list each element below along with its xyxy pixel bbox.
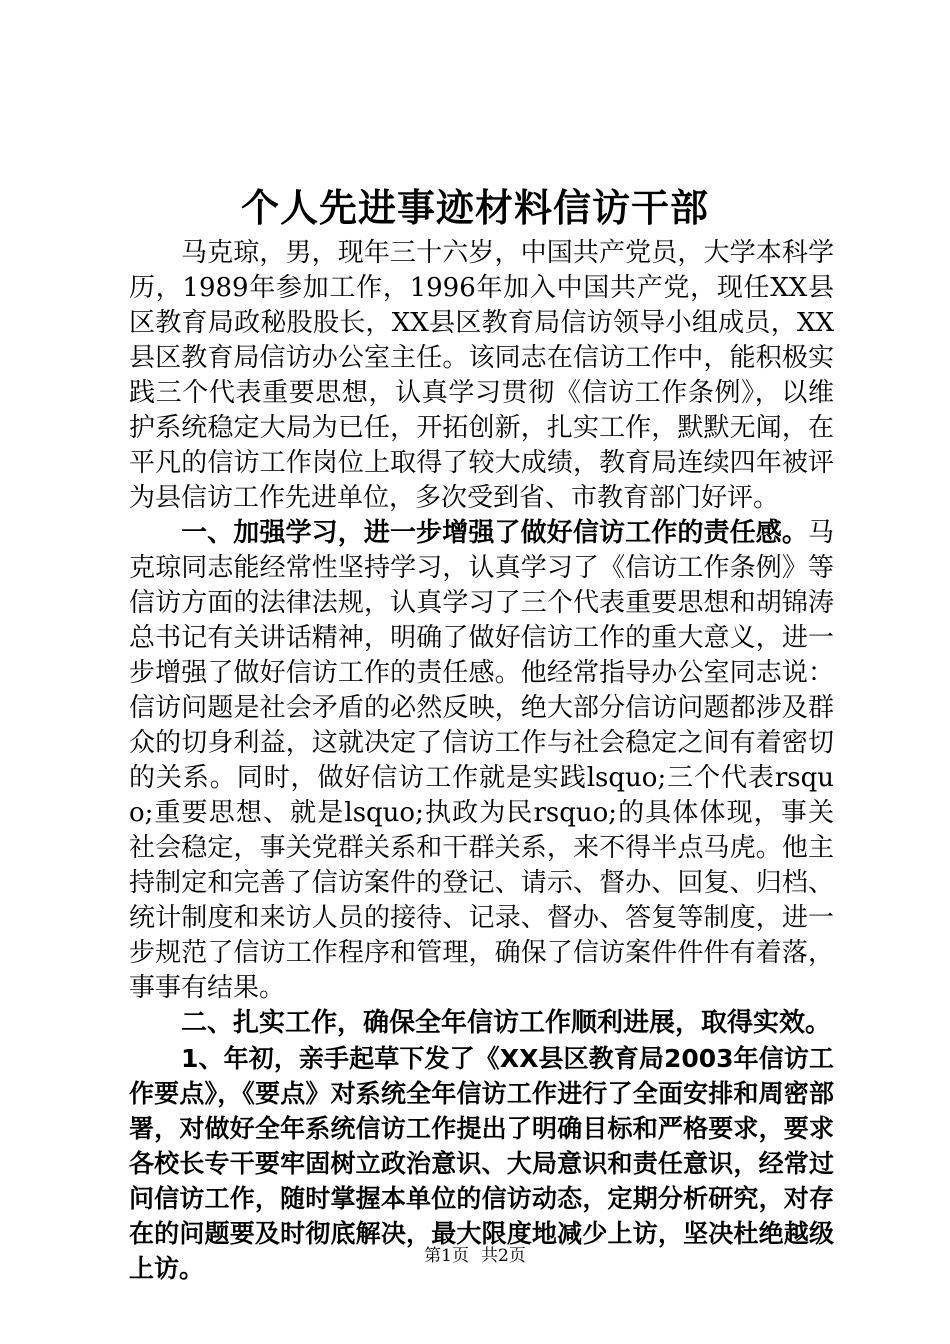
page-total: 共2页 — [481, 1246, 526, 1266]
paragraph-section-one — [129, 516, 834, 1006]
section-two-heading: 二、扎实工作，确保全年信访工作顺利进展，取得实效。 — [181, 1008, 832, 1038]
item-one-text: 1、年初，亲手起草下发了《XX县区教育局2003年信访工作要点》，《要点》对系统全年信访工作进行了全面安排和周密部署，对做好全年系统信访工作提出了明确目标和严格要求，要求各校长专干要牢固树立政治意识、大局意识和责任意识，经常过问信访工作，随时掌握本单位的信访动态，定期分析研究，对存在的问题要及时彻底解决，最大限度地减少上访，坚决杜绝越级上访。 — [129, 1044, 834, 1283]
document-title: 个人先进事迹材料信访干部 — [240, 185, 709, 230]
page-footer — [0, 1244, 950, 1268]
document-body — [129, 236, 834, 1286]
paragraph-intro — [129, 236, 834, 516]
section-one-text: 马克琼同志能经常性坚持学习，认真学习了《信访工作条例》等信访方面的法律法规，认真学习了三个代表重要思想和胡锦涛总书记有关讲话精神，明确了做好信访工作的重大意义，进一步增强了做好信访工作的责任感。他经常指导办公室同志说：信访问题是社会矛盾的必然反映，绝大部分信访问题都涉及群众的切身利益，这就决定了信访工作与社会稳定之间有着密切的关系。同时，做好信访工作就是实践lsquo;三个代表rsquo;重要思想、就是lsquo;执政为民rsquo;的具体体现，事关社会稳定，事关党群关系和干群关系，来不得半点马虎。他主持制定和完善了信访案件的登记、请示、督办、回复、归档、统计制度和来访人员的接待、记录、督办、答复等制度，进一步规范了信访工作程序和管理，确保了信访案件件件有着落，事事有结果。 — [129, 518, 834, 1003]
page-number: 第1页 — [424, 1246, 469, 1266]
paragraph-section-two — [129, 1006, 834, 1041]
section-one-heading: 一、加强学习，进一步增强了做好信访工作的责任感。 — [181, 518, 808, 548]
paragraph-intro-text: 马克琼，男，现年三十六岁，中国共产党员，大学本科学历，1989年参加工作，1996年加入中国共产党，现任XX县区教育局政秘股股长，XX县区教育局信访领导小组成员，XX县区教育局信访办公室主任。该同志在信访工作中，能积极实践三个代表重要思想，认真学习贯彻《信访工作条例》，以维护系统稳定大局为已任，开拓创新，扎实工作，默默无闻，在平凡的信访工作岗位上取得了较大成绩，教育局连续四年被评为县信访工作先进单位，多次受到省、市教育部门好评。 — [129, 238, 834, 513]
